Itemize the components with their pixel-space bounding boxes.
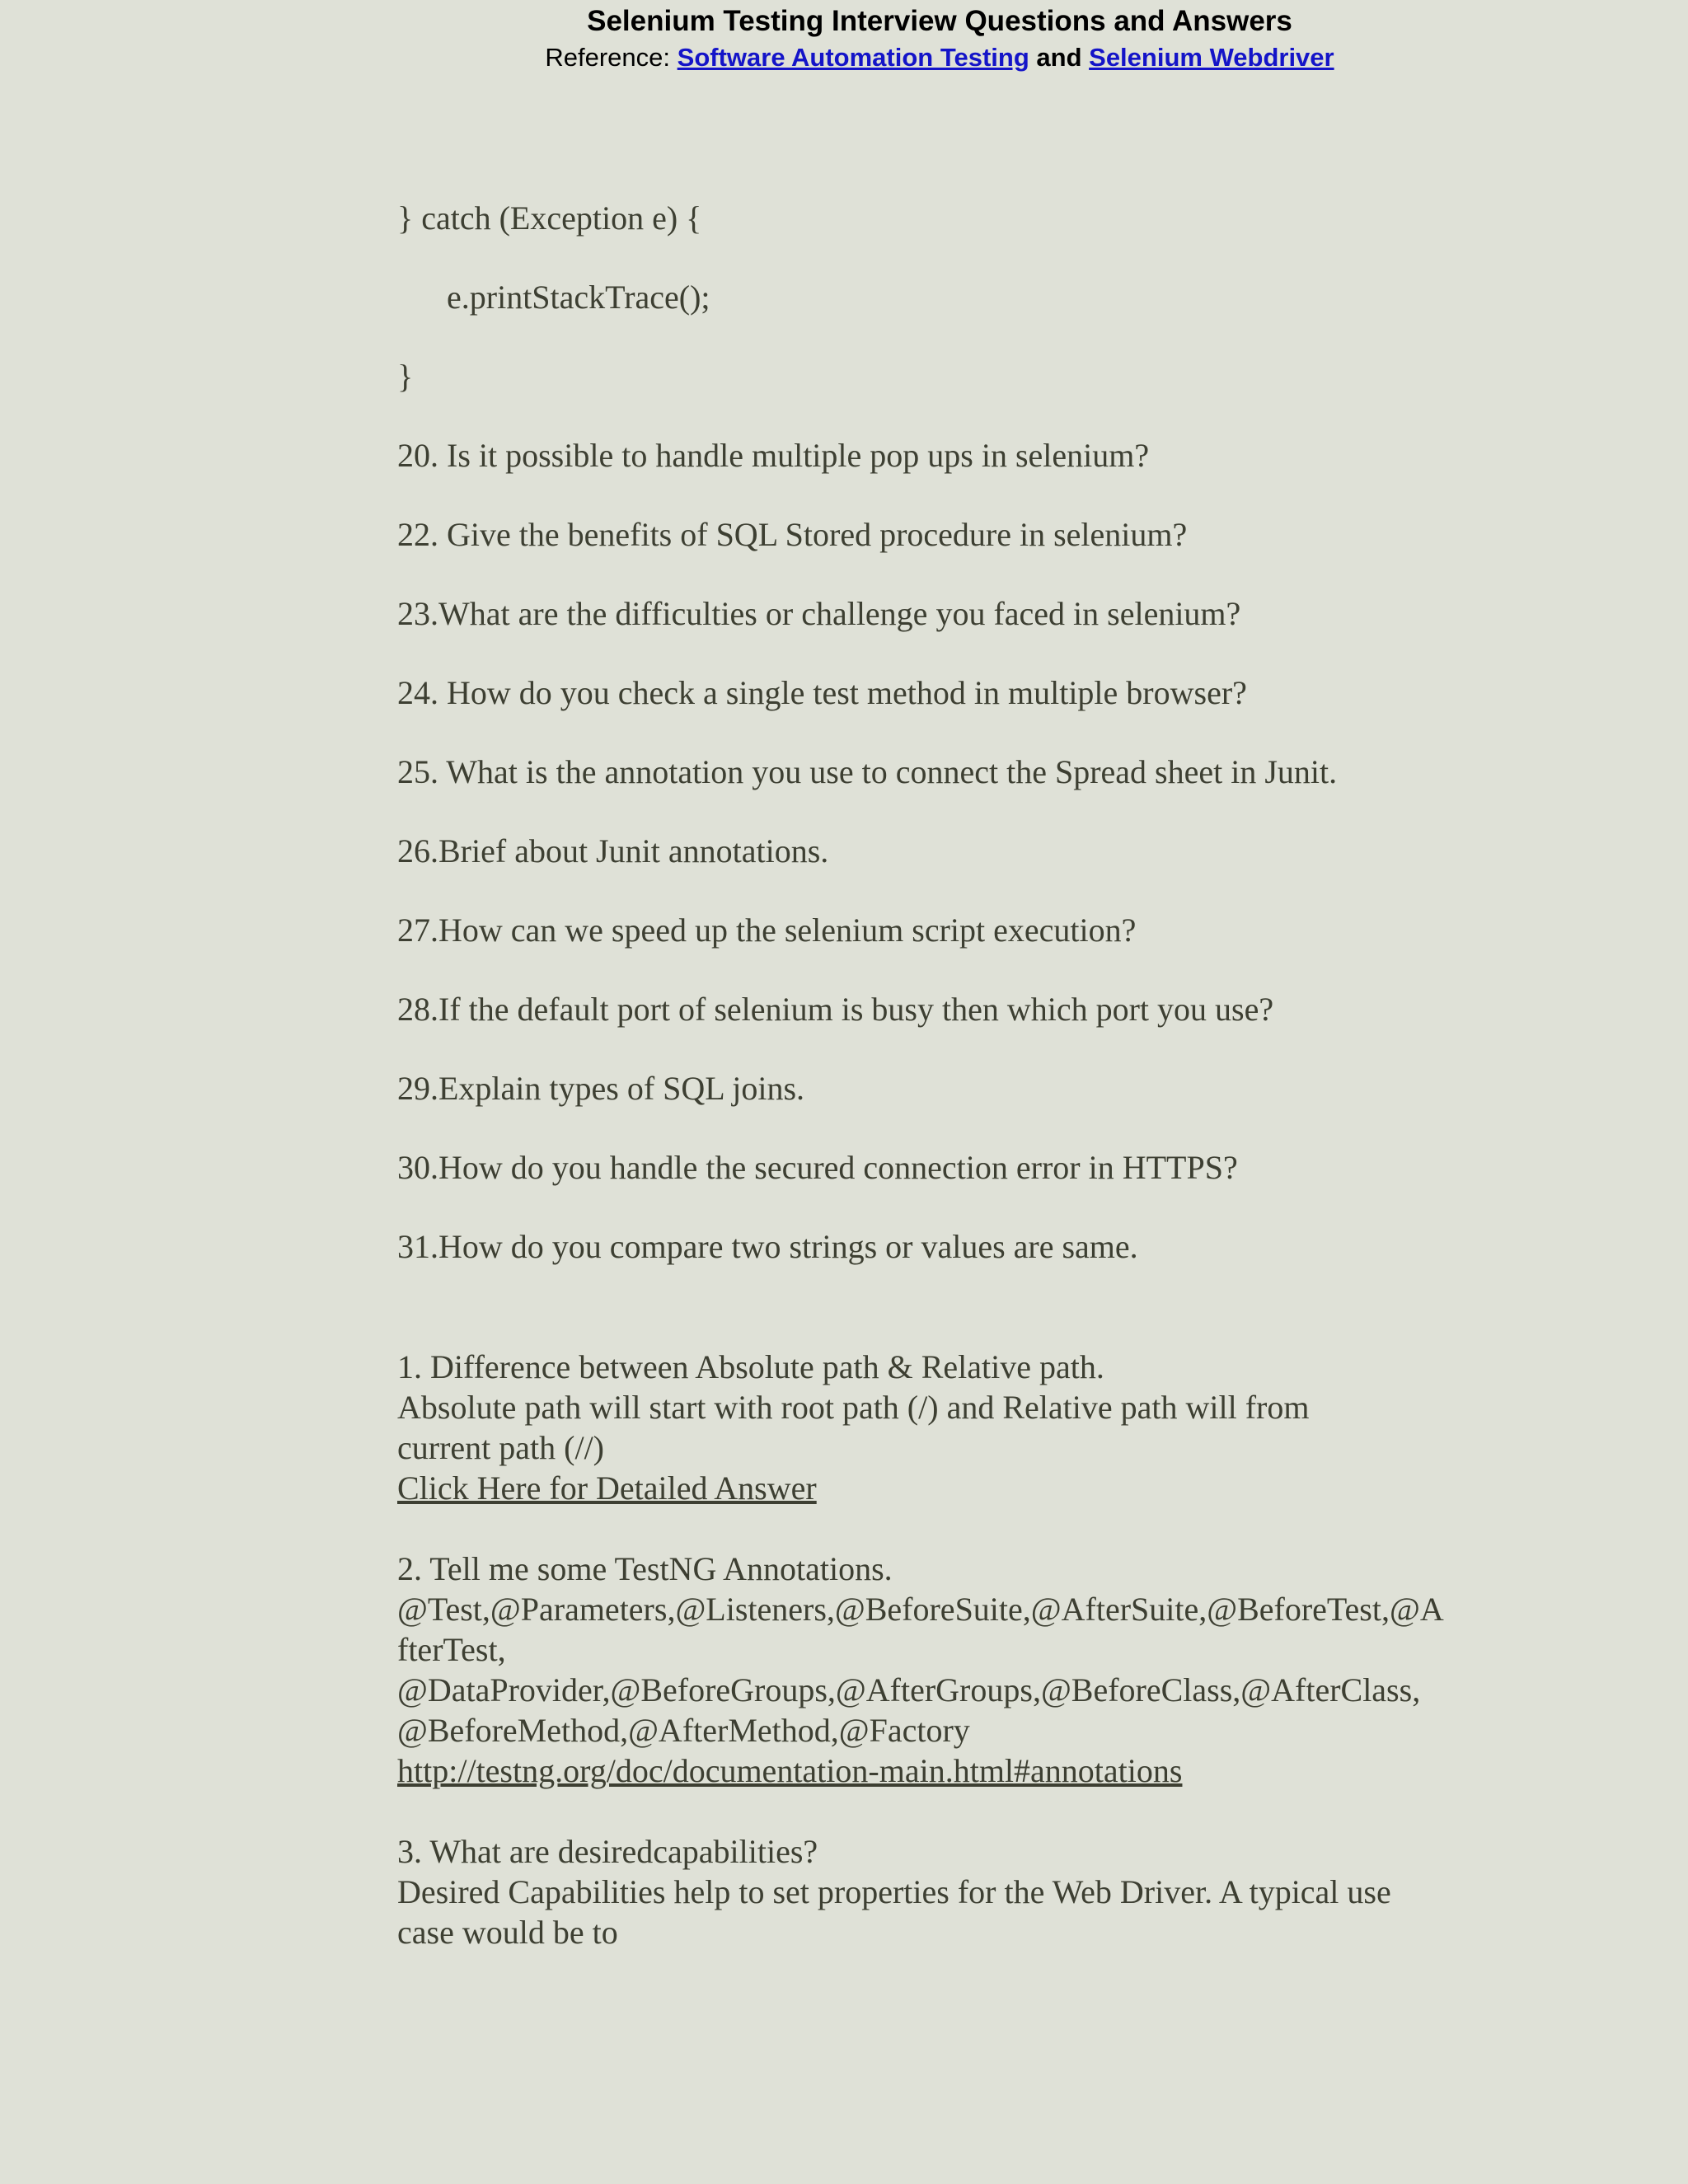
question-item: 25. What is the annotation you use to connect the Spread sheet in Junit. — [397, 753, 1338, 790]
answer-2-title: 2. Tell me some TestNG Annotations. — [397, 1550, 893, 1587]
answer-1-text: current path (//) — [397, 1429, 604, 1466]
answer-3-text: Desired Capabilities help to set properties for the Web Driver. A typical use — [397, 1873, 1391, 1910]
testng-docs-link[interactable]: http://testng.org/doc/documentation-main.html#annotations — [397, 1752, 1183, 1789]
code-catch-line: } catch (Exception e) { — [397, 199, 702, 237]
answer-2-text: fterTest, — [397, 1631, 506, 1668]
question-item: 22. Give the benefits of SQL Stored procedure in selenium? — [397, 516, 1188, 553]
reference-line — [0, 41, 1688, 74]
question-item: 24. How do you check a single test method in multiple browser? — [397, 674, 1247, 711]
answer-1-title: 1. Difference between Absolute path & Relative path. — [397, 1348, 1104, 1385]
code-print-line: e.printStackTrace(); — [447, 279, 710, 316]
reference-label: Reference: — [545, 43, 671, 72]
question-item: 20. Is it possible to handle multiple pop ups in selenium? — [397, 437, 1150, 474]
answer-3-text: case would be to — [397, 1914, 618, 1951]
question-item: 30.How do you handle the secured connection error in HTTPS? — [397, 1149, 1238, 1186]
answer-1-text: Absolute path will start with root path (/) and Relative path will from — [397, 1389, 1310, 1426]
answer-3-title: 3. What are desiredcapabilities? — [397, 1833, 818, 1870]
software-automation-testing-link[interactable]: Software Automation Testing — [677, 43, 1029, 72]
question-item: 23.What are the difficulties or challenge you faced in selenium? — [397, 595, 1241, 632]
page-title: Selenium Testing Interview Questions and Answers — [587, 5, 1292, 37]
answer-2-text: @BeforeMethod,@AfterMethod,@Factory — [397, 1712, 970, 1749]
detailed-answer-link[interactable]: Click Here for Detailed Answer — [397, 1469, 817, 1507]
question-item: 27.How can we speed up the selenium script execution? — [397, 912, 1137, 949]
code-close-brace: } — [397, 358, 414, 395]
question-item: 31.How do you compare two strings or values are same. — [397, 1228, 1138, 1265]
answer-2-text: @DataProvider,@BeforeGroups,@AfterGroups,@BeforeClass,@AfterClass, — [397, 1671, 1421, 1708]
question-item: 28.If the default port of selenium is busy then which port you use? — [397, 991, 1274, 1028]
and-text: and — [1036, 43, 1082, 72]
selenium-webdriver-link[interactable]: Selenium Webdriver — [1089, 43, 1334, 72]
question-item: 29.Explain types of SQL joins. — [397, 1070, 805, 1107]
answer-2-text: @Test,@Parameters,@Listeners,@BeforeSuite,@AfterSuite,@BeforeTest,@A — [397, 1591, 1444, 1628]
question-item: 26.Brief about Junit annotations. — [397, 832, 829, 869]
